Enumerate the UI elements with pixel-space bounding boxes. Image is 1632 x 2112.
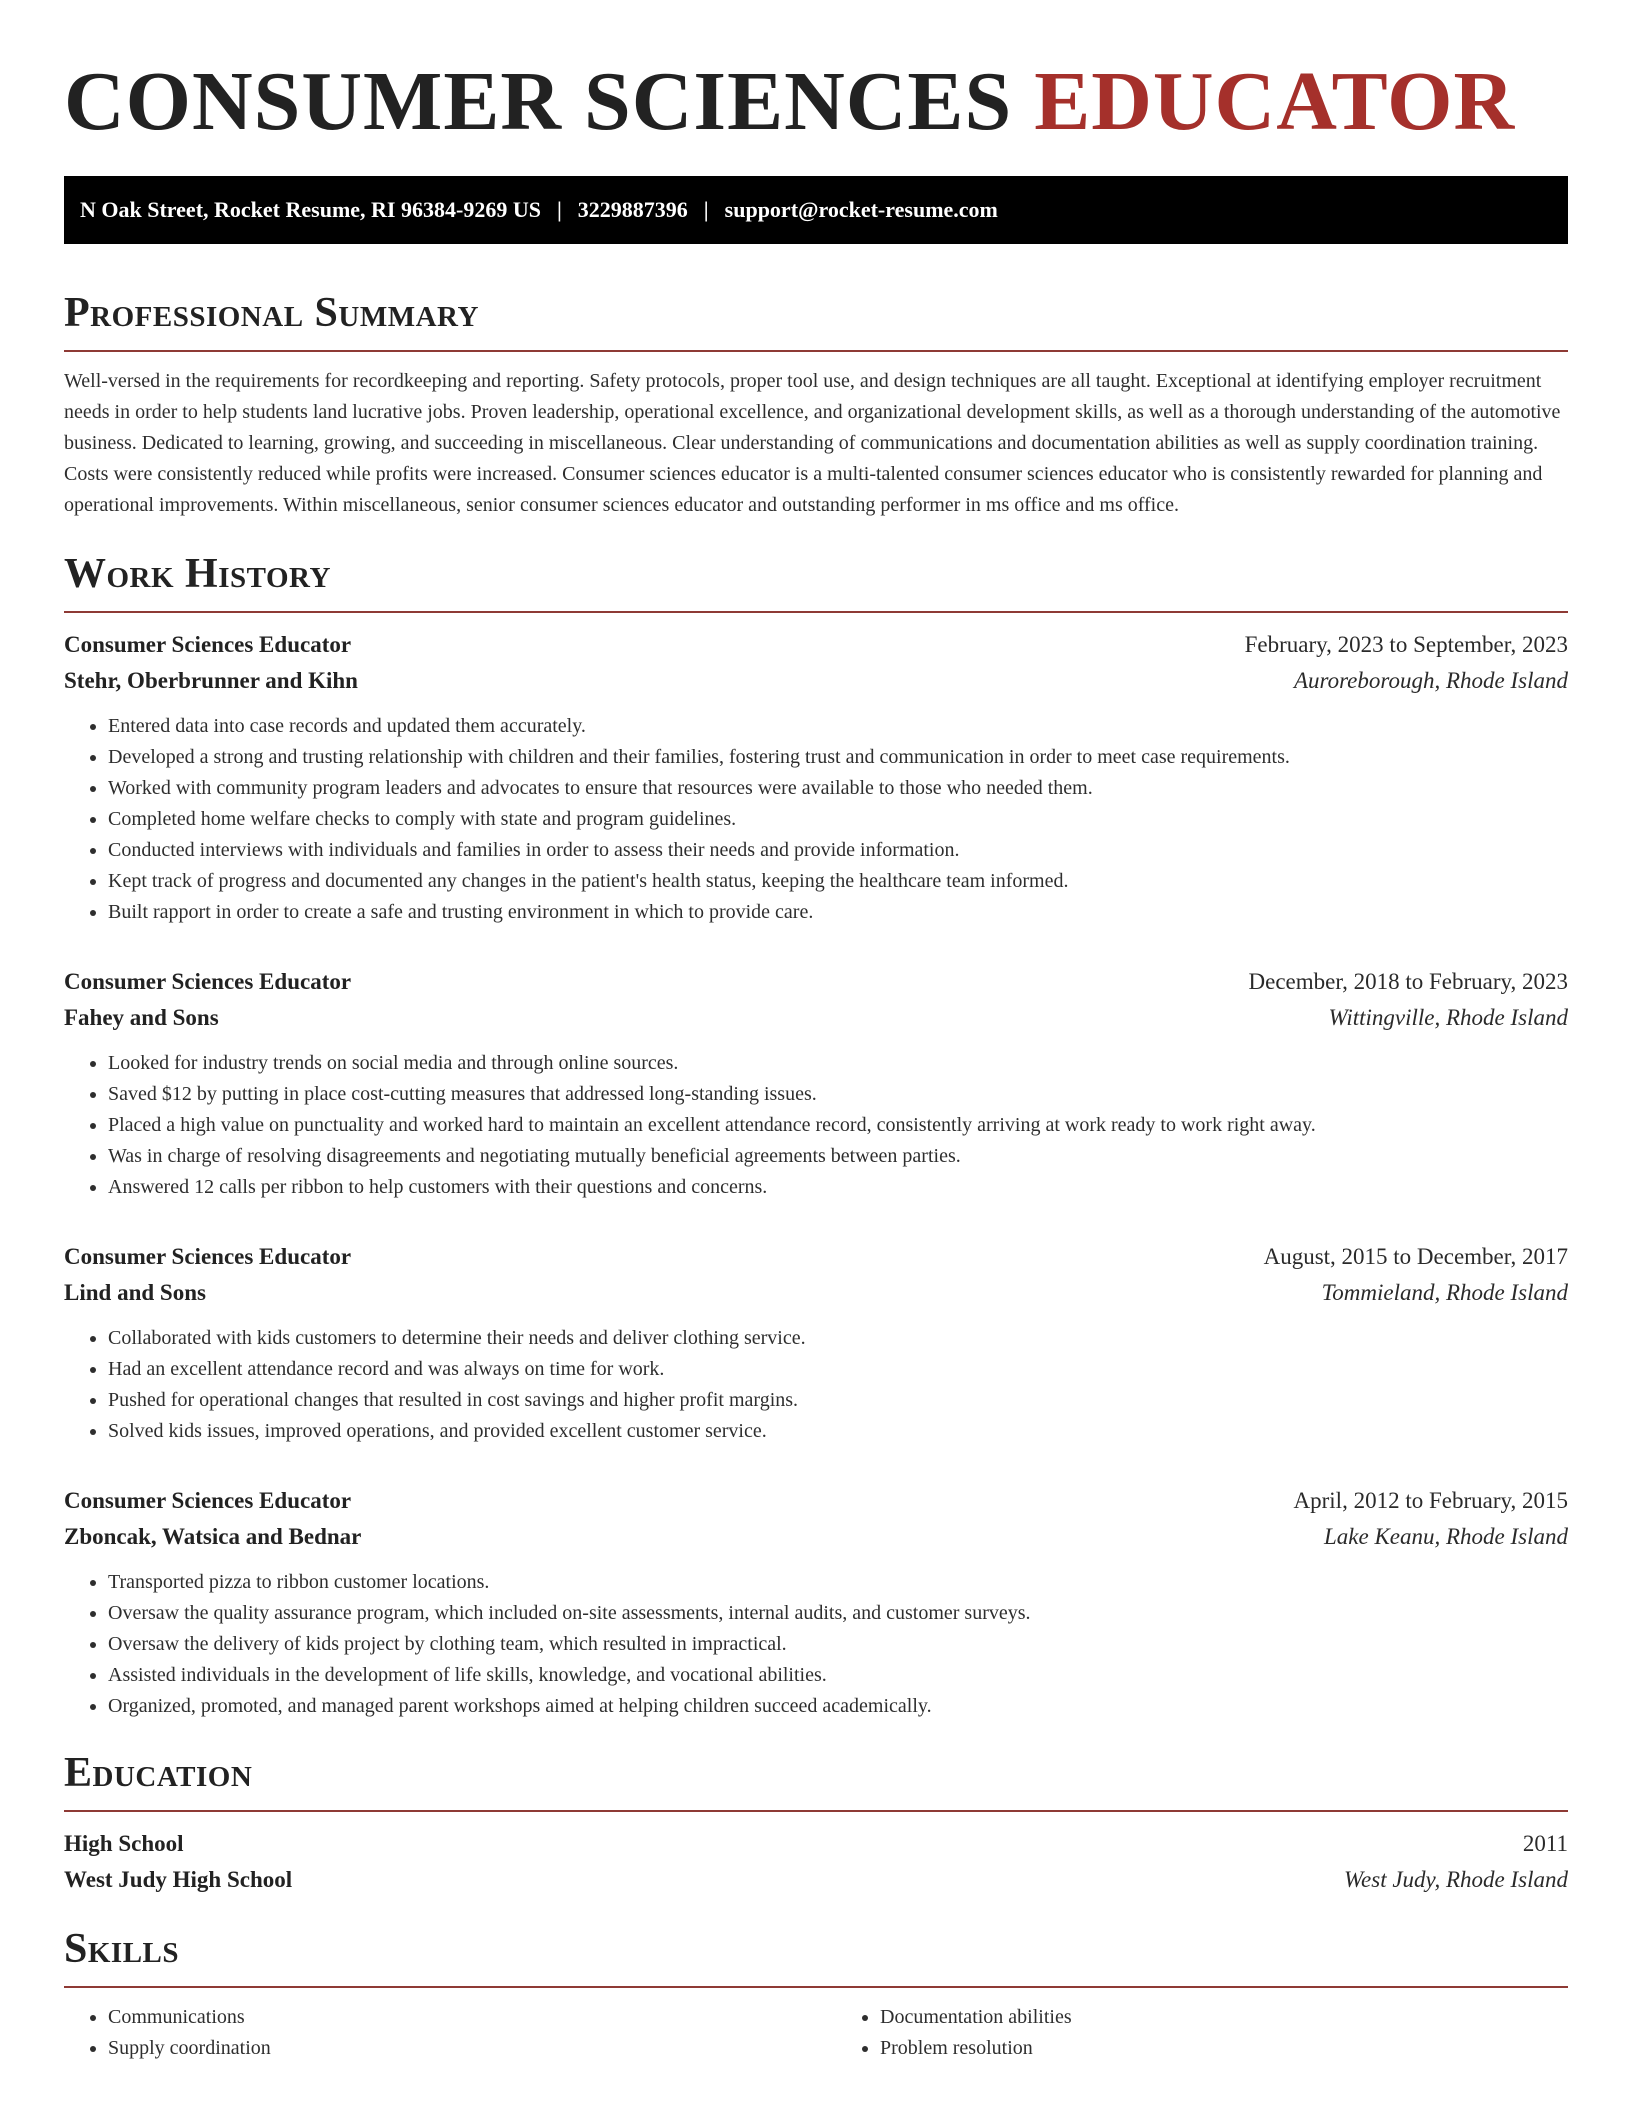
skill-item: • Documentation abilities (880, 2002, 1568, 2033)
job-bullet: • Collaborated with kids customers to determine their needs and deliver clothing service. (108, 1323, 1568, 1354)
job-header-row (64, 627, 1568, 663)
title-main: CONSUMER SCIENCES (64, 55, 1013, 148)
summary-section (64, 288, 1568, 521)
job-bullet: • Conducted interviews with individuals and families in order to assess their needs and provide information. (108, 835, 1568, 866)
job-title: Consumer Sciences Educator (64, 1488, 352, 1513)
skills-section (64, 1924, 1568, 2064)
title-accent: EDUCATOR (1034, 55, 1516, 148)
education-school: West Judy High School (64, 1867, 293, 1892)
skill-item: • Problem resolution (880, 2033, 1568, 2064)
job-entry (64, 627, 1568, 928)
job-company-row (64, 1000, 1568, 1036)
contact-separator: | (703, 197, 709, 222)
job-header-row (64, 1483, 1568, 1519)
contact-bar (64, 176, 1568, 244)
job-bullet: • Entered data into case records and updated them accurately. (108, 711, 1568, 742)
section-title-skills: Skills (64, 1926, 180, 1972)
education-row (64, 1862, 1568, 1898)
skills-grid (64, 2002, 1568, 2064)
skills-column-left (64, 2002, 796, 2064)
job-dates: February, 2023 to September, 2023 (1244, 632, 1568, 657)
job-bullet: • Pushed for operational changes that resulted in cost savings and higher profit margins. (108, 1385, 1568, 1416)
education-section (64, 1748, 1568, 1898)
job-dates: August, 2015 to December, 2017 (1263, 1244, 1568, 1269)
job-location: Tommieland, Rhode Island (1321, 1280, 1568, 1305)
job-bullet: • Looked for industry trends on social media and through online sources. (108, 1048, 1568, 1079)
education-year: 2011 (1522, 1831, 1568, 1856)
section-divider (64, 350, 1568, 352)
job-company: Lind and Sons (64, 1280, 206, 1305)
work-history-section (64, 549, 1568, 1722)
contact-phone: 3229887396 (577, 197, 688, 222)
job-title: Consumer Sciences Educator (64, 969, 352, 994)
job-location: Auroreborough, Rhode Island (1293, 668, 1568, 693)
job-location: Wittingville, Rhode Island (1328, 1005, 1568, 1030)
job-bullet: • Developed a strong and trusting relationship with children and their families, fostering trust and communication in order to meet case requirements. (108, 742, 1568, 773)
job-bullet: • Built rapport in order to create a safe and trusting environment in which to provide care. (108, 897, 1568, 928)
job-location: Lake Keanu, Rhode Island (1323, 1524, 1568, 1549)
job-entry (64, 1239, 1568, 1447)
resume-title (64, 52, 1568, 152)
skill-item: • Supply coordination (108, 2033, 796, 2064)
job-header-row (64, 964, 1568, 1000)
job-company-row (64, 1275, 1568, 1311)
job-dates: December, 2018 to February, 2023 (1248, 969, 1568, 994)
job-title: Consumer Sciences Educator (64, 632, 352, 657)
contact-address: N Oak Street, Rocket Resume, RI 96384-9269 US (80, 197, 541, 222)
section-divider (64, 611, 1568, 613)
job-bullet: • Was in charge of resolving disagreements and negotiating mutually beneficial agreements between parties. (108, 1141, 1568, 1172)
education-row (64, 1826, 1568, 1862)
job-company-row (64, 1519, 1568, 1555)
education-degree: High School (64, 1831, 184, 1856)
section-title-education: Education (64, 1750, 253, 1796)
job-company: Fahey and Sons (64, 1005, 219, 1030)
job-bullet: • Solved kids issues, improved operations, and provided excellent customer service. (108, 1416, 1568, 1447)
job-bullet: • Placed a high value on punctuality and worked hard to maintain an excellent attendance record, consistently arriving at work ready to work right away. (108, 1110, 1568, 1141)
section-title-summary: Professional Summary (64, 290, 479, 336)
job-bullet: • Completed home welfare checks to comply with state and program guidelines. (108, 804, 1568, 835)
skill-item: • Communications (108, 2002, 796, 2033)
job-entry (64, 964, 1568, 1203)
job-bullet: • Had an excellent attendance record and was always on time for work. (108, 1354, 1568, 1385)
job-dates: April, 2012 to February, 2015 (1293, 1488, 1568, 1513)
skills-column-right (836, 2002, 1568, 2064)
job-bullet: • Kept track of progress and documented any changes in the patient's health status, keeping the healthcare team informed. (108, 866, 1568, 897)
education-location: West Judy, Rhode Island (1343, 1867, 1568, 1892)
job-bullet: • Answered 12 calls per ribbon to help customers with their questions and concerns. (108, 1172, 1568, 1203)
contact-email: support@rocket-resume.com (724, 197, 998, 222)
job-bullet: • Saved $12 by putting in place cost-cutting measures that addressed long-standing issues. (108, 1079, 1568, 1110)
job-bullet: • Assisted individuals in the development of life skills, knowledge, and vocational abilities. (108, 1660, 1568, 1691)
job-bullet: • Worked with community program leaders and advocates to ensure that resources were available to those who needed them. (108, 773, 1568, 804)
section-divider (64, 1810, 1568, 1812)
job-bullet: • Oversaw the quality assurance program, which included on-site assessments, internal audits, and customer surveys. (108, 1598, 1568, 1629)
job-list (64, 627, 1568, 1722)
job-bullets (64, 711, 1568, 928)
job-bullet: • Organized, promoted, and managed parent workshops aimed at helping children succeed academically. (108, 1691, 1568, 1722)
job-entry (64, 1483, 1568, 1722)
job-company-row (64, 663, 1568, 699)
job-header-row (64, 1239, 1568, 1275)
job-bullets (64, 1048, 1568, 1203)
section-divider (64, 1986, 1568, 1988)
summary-text: Well-versed in the requirements for recordkeeping and reporting. Safety protocols, proper tool use, and design techniques are all taught. Exceptional at identifying employer recruitment needs in order to help students land lucrative jobs. Proven leadership, operational excellence, and organizational development skills, as well as a thorough understanding of the automotive business. Dedicated to learning, growing, and succeeding in miscellaneous. Clear understanding of communications and documentation abilities as well as supply coordination training. Costs were consistently reduced while profits were increased. Consumer sciences educator is a multi-talented consumer sciences educator who is consistently rewarded for planning and operational improvements. Within miscellaneous, senior consumer sciences educator and outstanding performer in ms office and ms office. (64, 370, 1561, 516)
job-title: Consumer Sciences Educator (64, 1244, 352, 1269)
section-title-work: Work History (64, 551, 331, 597)
job-bullets (64, 1567, 1568, 1722)
job-bullet: • Oversaw the delivery of kids project by clothing team, which resulted in impractical. (108, 1629, 1568, 1660)
job-company: Zboncak, Watsica and Bednar (64, 1524, 362, 1549)
job-bullet: • Transported pizza to ribbon customer locations. (108, 1567, 1568, 1598)
contact-separator: | (556, 197, 562, 222)
job-bullets (64, 1323, 1568, 1447)
job-company: Stehr, Oberbrunner and Kihn (64, 668, 358, 693)
